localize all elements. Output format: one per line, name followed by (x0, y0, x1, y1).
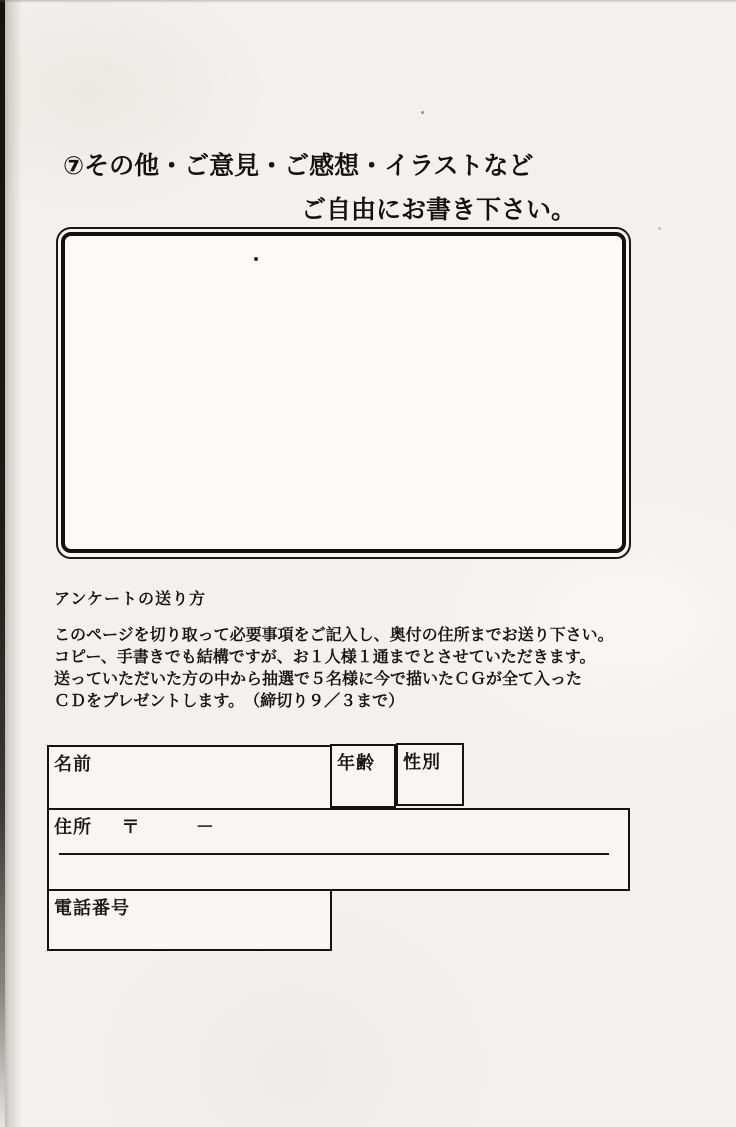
instruction-line: 送っていただいた方の中から抽選で５名様に今で描いたＣＧが全て入った (54, 671, 583, 688)
age-field-cell (330, 744, 396, 808)
ink-dot (254, 257, 258, 261)
ink-speck (421, 111, 424, 114)
name-field-label: 名前 (54, 754, 92, 774)
phone-field-cell (47, 889, 332, 951)
instructions-heading: アンケートの送り方 (54, 591, 207, 608)
scan-edge-top (0, 0, 736, 3)
instruction-line: コピー、手書きでも結構ですが、お１人様１通までとさせていただきます。 (54, 649, 596, 666)
instructions-paragraph (54, 625, 694, 713)
scan-edge-left (0, 0, 5, 1127)
gender-field-cell (396, 743, 464, 806)
instruction-line: このページを切り取って必要事項をご記入し、奥付の住所までお送り下さい。 (54, 627, 614, 644)
postal-mark: 〒 (121, 817, 141, 837)
page-title-line2: ご自由にお書き下さい。 (301, 196, 577, 224)
ink-speck (658, 227, 661, 230)
page-title-line1: ⑦その他・ご意見・ご感想・イラストなど (63, 152, 534, 180)
postal-dash: － (195, 817, 215, 837)
gender-field-label: 性別 (403, 752, 441, 772)
address-field-label: 住所 (54, 817, 92, 837)
phone-field-label: 電話番号 (54, 898, 130, 918)
age-field-label: 年齢 (337, 753, 375, 773)
instruction-line: ＣＤをプレゼントします。 （締切り９／３まで） (54, 693, 405, 710)
name-field-cell (47, 745, 332, 810)
address-field-cell (47, 808, 630, 891)
address-write-line (59, 853, 609, 855)
freeform-writing-box-inner (61, 232, 626, 553)
freeform-writing-box (56, 227, 631, 559)
